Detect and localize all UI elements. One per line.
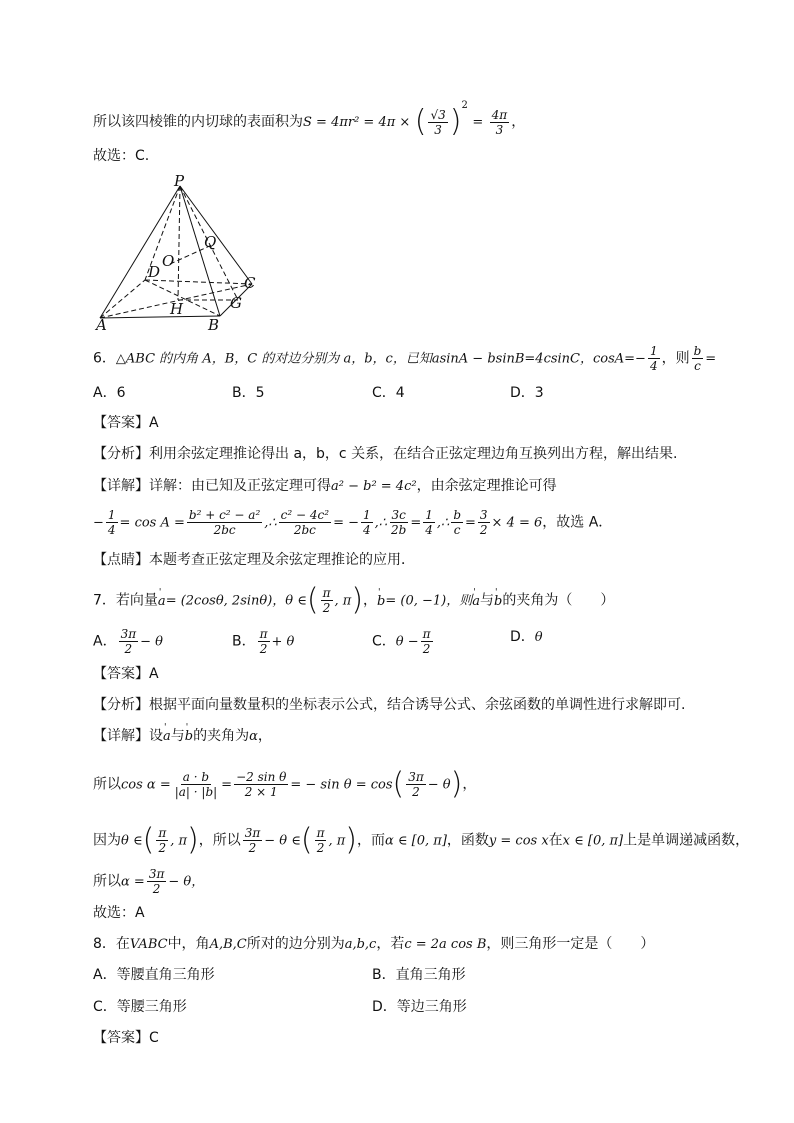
q8-option-d: D．等边三角形 xyxy=(372,999,467,1015)
q8-answer: 【答案】C xyxy=(93,1030,159,1046)
label-d: D xyxy=(148,263,161,281)
sqrt3-over-3: $\frac{√3}{3}$ xyxy=(430,107,446,137)
intro-text: 所以该四棱锥的内切球的表面积为 xyxy=(93,114,303,130)
edge-ab xyxy=(100,316,220,318)
q6-stem: 6．△ABC 的内角 A，B，C 的对边分别为 a，b，c，已知asinA − bsinB=4csinC，cosA=− $\frac{1}{4}$ ，则 $\frac{b}{c}$ = xyxy=(93,344,717,373)
q6-answer: 【答案】A xyxy=(93,415,159,431)
label-g: G xyxy=(230,294,242,312)
q7-result-line: 所以α = $\frac{3\pi}{2}$ − θ， xyxy=(93,867,205,896)
q8-option-b: B．直角三角形 xyxy=(372,967,466,983)
q7-option-c: C．θ − $\frac{\pi}{2}$ xyxy=(372,627,431,656)
intro-line: 所以该四棱锥的内切球的表面积为S = 4πr² = 4π × ( $\frac{√3}{3}$ )$^2$ = $\frac{4\pi}{3}$ ， xyxy=(93,100,526,139)
q6-option-d: D．3 xyxy=(510,385,544,401)
label-o: O xyxy=(162,252,175,270)
intro-formula: S = 4πr² = 4π × xyxy=(303,115,411,130)
q7-choice: 故选：A xyxy=(93,905,145,921)
q6-comment: 【点睛】本题考查正弦定理及余弦定理推论的应用． xyxy=(93,552,415,568)
q7-answer: 【答案】A xyxy=(93,666,159,682)
edge-pb xyxy=(180,186,220,316)
label-b: B xyxy=(208,316,220,332)
label-h: H xyxy=(170,300,184,318)
choice-c: 故选：C. xyxy=(93,148,150,164)
q6-option-b: B．5 xyxy=(232,385,265,401)
q6-analysis: 【分析】利用余弦定理推论得出 a，b，c 关系，在结合正弦定理边角互换列出方程，解出结果. xyxy=(93,446,678,462)
q8-option-c: C．等腰三角形 xyxy=(93,999,187,1015)
label-q: Q xyxy=(204,233,217,251)
q7-option-d: D．θ xyxy=(510,629,543,645)
result-frac: $\frac{4\pi}{3}$ xyxy=(491,107,508,137)
q7-cos-line: 所以cos α = $\frac{a \cdot b}{|a| \cdot |b|}$ = $\frac{\text{−2 sin θ}}{2 \times 1}$ = − sin θ = cos( $\frac{3\pi}{2}$ − θ)， xyxy=(93,766,477,802)
q6-option-c: C．4 xyxy=(372,385,405,401)
q7-detail: 【详解】设' a与' b的夹角为α， xyxy=(93,726,272,747)
edge-dc xyxy=(145,280,252,284)
paren-left: ( xyxy=(414,104,427,139)
pyramid-figure xyxy=(90,172,270,332)
q7-analysis: 【分析】根据平面向量数量积的坐标表示公式，结合诱导公式、余弦函数的单调性进行求解即可. xyxy=(93,697,686,713)
q7-option-b: B． $\frac{\pi}{2}$ + θ xyxy=(232,627,295,656)
label-a: A xyxy=(96,316,107,332)
power: 2 xyxy=(461,100,468,111)
q7-because-line: 因为θ ∈( $\frac{\pi}{2}$ , π)，所以 $\frac{3\pi}{2}$ − θ ∈( $\frac{\pi}{2}$ , π)，而α ∈ [0, π]，函数y = cos x在x ∈ [0, π]上是单调递减函数， xyxy=(93,822,750,858)
paren-right: ) xyxy=(449,104,462,139)
label-c: C xyxy=(244,274,256,292)
edge-ad xyxy=(100,280,145,318)
q6-detail: 【详解】详解：由已知及正弦定理可得a² − b² = 4c²，由余弦定理推论可得 xyxy=(93,478,557,494)
q7-stem: 7．若向量' a= (2cosθ, 2sinθ)，θ ∈( $\frac{\pi}{2}$ , π)，' b= (0, −1)，则' a与' b的夹角为（ ） xyxy=(93,586,614,615)
q7-option-a: A． $\frac{3\pi}{2}$ − θ xyxy=(93,627,163,656)
height-ph xyxy=(178,186,180,300)
q6-option-a: A．6 xyxy=(93,385,126,401)
q8-stem: 8．在VABC中，角A,B,C所对的边分别为a,b,c，若c = 2a cos B，则三角形一定是（ ） xyxy=(93,936,655,952)
q8-option-a: A．等腰直角三角形 xyxy=(93,967,215,983)
q6-derivation: − $\frac{1}{4}$ = cos A = $\frac{\text{b² + c² − a²}}{2bc}$ ,∴ $\frac{\text{c² − 4c²}}{2bc}$ = − $\frac{1}{4}$ ,∴ $\frac{3c}{2b}$ = $\frac{1}{4}$ ,∴ $\frac{b}{c}$ = $\frac{3}{2}$ × 4 = 6，故选 A． xyxy=(93,508,613,537)
label-p: P xyxy=(174,172,185,190)
